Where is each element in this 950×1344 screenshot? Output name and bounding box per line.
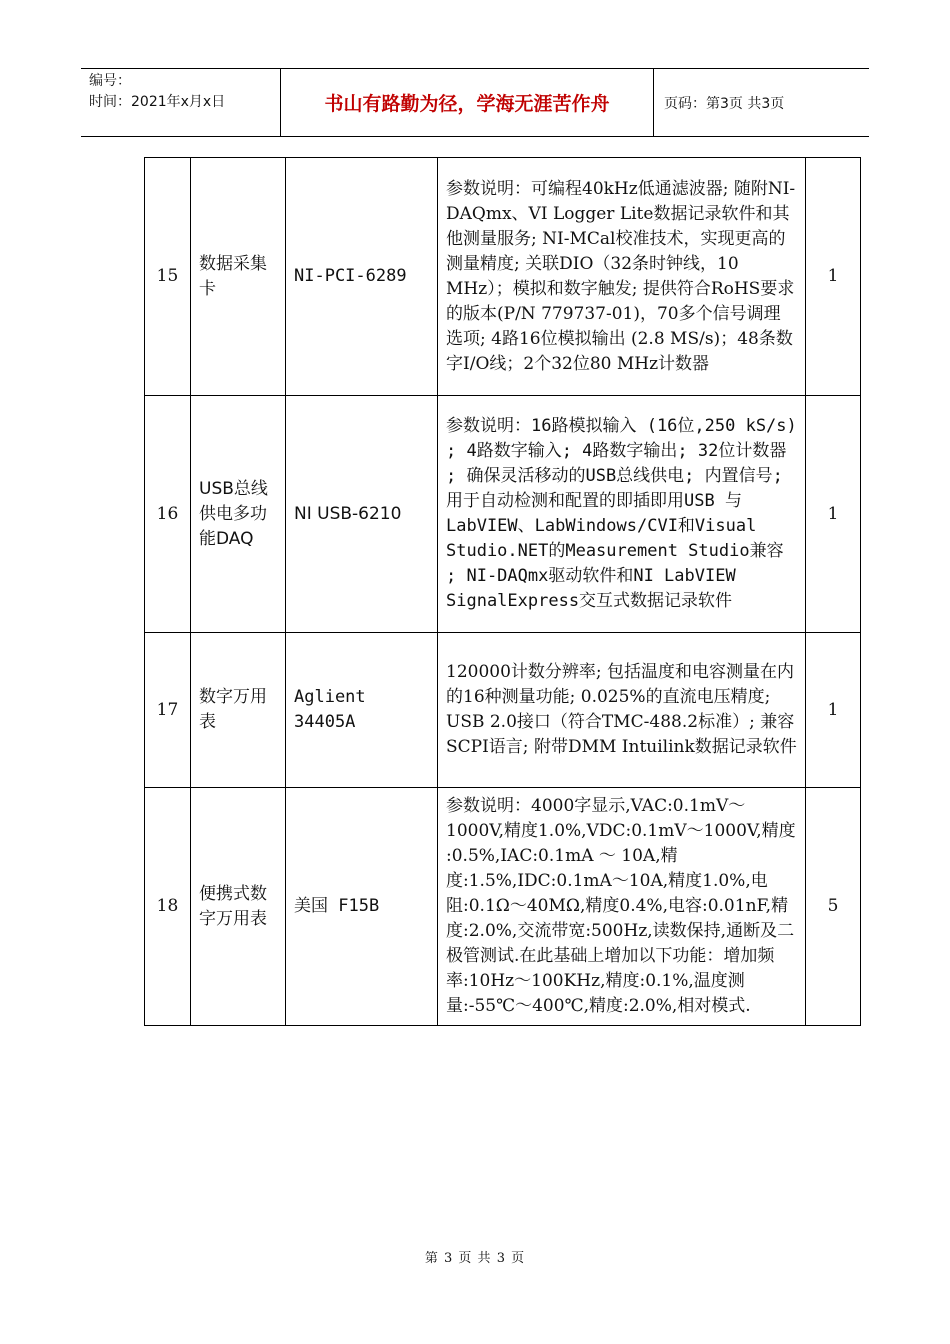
item-name: 便携式数字万用表: [191, 788, 286, 1026]
table-row: [145, 633, 861, 788]
page-footer: 第 3 页 共 3 页: [424, 1251, 526, 1266]
item-description: 参数说明：4000字显示,VAC:0.1mV～1000V,精度1.0%,VDC:0.1mV～1000V,精度 :0.5%,IAC:0.1mA ～ 10A,精度:1.5%,IDC:0.1mA～10A,精度1.0%,电阻:0.1Ω～40MΩ,精度0.4%,电容:0.01nF,精度:2.0%,交流带宽:500Hz,读数保持,通断及二极管测试.在此基础上增加以下功能：增加频率:10Hz～100KHz,精度:0.1%,温度测量:-55℃～400℃,精度:2.0%,相对模式.: [438, 788, 806, 1026]
item-name: 数字万用表: [191, 633, 286, 788]
header-motto: 书山有路勤为径，学海无涯苦作舟: [281, 69, 654, 136]
document-time-label: 时间：2021年x月x日: [89, 94, 226, 110]
item-quantity: 1: [806, 158, 861, 396]
item-quantity: 1: [806, 396, 861, 633]
table-row: [145, 788, 861, 1026]
item-model: Aglient 34405A: [286, 633, 438, 788]
header-meta: [81, 69, 281, 136]
item-quantity: 1: [806, 633, 861, 788]
item-quantity: 5: [806, 788, 861, 1026]
item-model: 美国 F15B: [286, 788, 438, 1026]
row-number: 18: [145, 788, 191, 1026]
table-row: [145, 158, 861, 396]
document-number-label: 编号：: [89, 73, 131, 89]
item-description: 参数说明：可编程40kHz低通滤波器; 随附NI-DAQmx、VI Logger Lite数据记录软件和其他测量服务; NI-MCal校准技术，实现更高的测量精度; 关联DIO（32条时钟线，10 MHz）；模拟和数字触发; 提供符合RoHS要求的版本(P/N 779737-01)，70多个信号调理选项; 4路16位模拟输出 (2.8 MS/s)；48条数字I/O线；2个32位80 MHz计数器: [438, 158, 806, 396]
page-header: [81, 68, 869, 137]
item-model: NI-PCI-6289: [286, 158, 438, 396]
row-number: 15: [145, 158, 191, 396]
row-number: 17: [145, 633, 191, 788]
item-description: 参数说明：16路模拟输入 (16位,250 kS/s) ; 4路数字输入; 4路数字输出; 32位计数器 ; 确保灵活移动的USB总线供电; 内置信号; 用于自动检测和配置的即插即用USB 与 LabVIEW、LabWindows/CVI和Visual Studio.NET的Measurement Studio兼容 ; NI-DAQmx驱动软件和NI LabVIEW SignalExpress交互式数据记录软件: [438, 396, 806, 633]
header-page-info: 页码：第3页 共3页: [664, 95, 785, 112]
item-model: NI USB-6210: [286, 396, 438, 633]
item-description: 120000计数分辨率; 包括温度和电容测量在内的16种测量功能; 0.025%的直流电压精度; USB 2.0接口（符合TMC-488.2标准）; 兼容SCPI语言; 附带DMM Intuilink数据记录软件: [438, 633, 806, 788]
equipment-table: [144, 157, 861, 1026]
item-name: 数据采集卡: [191, 158, 286, 396]
row-number: 16: [145, 396, 191, 633]
table-row: [145, 396, 861, 633]
item-name: USB总线供电多功能DAQ: [191, 396, 286, 633]
